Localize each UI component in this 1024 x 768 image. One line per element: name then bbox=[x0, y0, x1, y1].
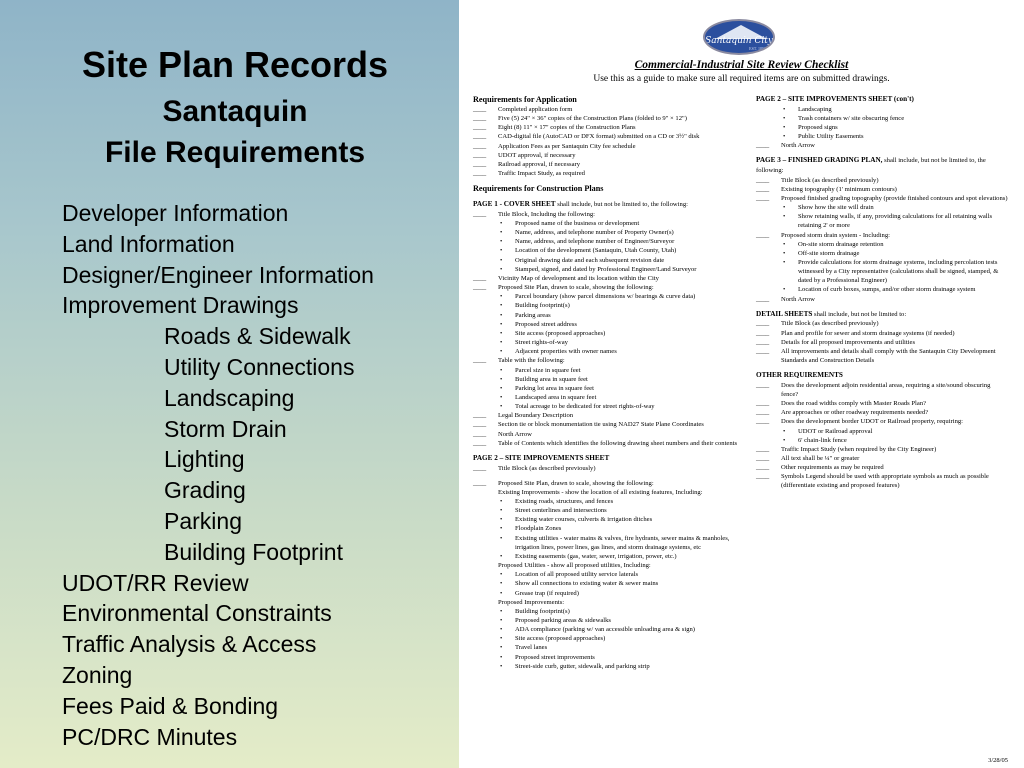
slide-left-panel bbox=[0, 0, 459, 768]
requirements-list-item: Parking bbox=[164, 507, 242, 534]
checkbox-blank: ____ bbox=[756, 464, 770, 472]
checklist-document bbox=[459, 0, 1024, 768]
checklist-column-left bbox=[473, 95, 741, 671]
page-heading-note: shall include, but not be limited to: bbox=[812, 310, 907, 318]
slide-subtitle-city: Santaquin bbox=[162, 95, 308, 128]
checklist-item bbox=[756, 185, 1008, 194]
checklist-item-text: Title Block, Including the following: bbox=[498, 210, 596, 218]
checkbox-blank: ____ bbox=[756, 185, 770, 193]
bullet-item: • ADA compliance (parking w/ van accessible unloading area & sign) bbox=[473, 625, 741, 634]
bullet-item: • Adjacent properties with owner names bbox=[473, 347, 741, 356]
checkbox-blank: ____ bbox=[473, 124, 487, 132]
checkbox-blank: ____ bbox=[756, 320, 770, 328]
bullet-item: • Building area in square feet bbox=[473, 375, 741, 384]
checklist-item-text: Proposed finished grading topography (provide finished contours and spot elevations) bbox=[781, 194, 1008, 202]
section-heading: Requirements for Application bbox=[473, 95, 577, 104]
checkbox-blank: ____ bbox=[756, 418, 770, 426]
checklist-item bbox=[473, 132, 741, 141]
bullet-item: • Landscaped area in square feet bbox=[473, 393, 741, 402]
bullet-item: • Site access (proposed approaches) bbox=[473, 634, 741, 643]
bullet-item: • Existing water courses, culverts & irrigation ditches bbox=[473, 515, 741, 524]
checklist-item bbox=[756, 399, 1008, 408]
page-heading bbox=[756, 371, 1008, 381]
checkbox-blank: ____ bbox=[756, 338, 770, 346]
checkbox-blank: ____ bbox=[756, 347, 770, 355]
subheading: Existing Improvements - show the location of all existing features, Including: bbox=[498, 488, 703, 496]
checkbox-blank: ____ bbox=[473, 430, 487, 438]
checklist-column-right bbox=[756, 95, 1008, 491]
bullet-item: • Provide calculations for storm drainage systems, including percolation tests witnessed by a City representative (calculations shall be signed, stamped, & dated by a Professional Engineer) bbox=[756, 258, 1008, 285]
page-heading bbox=[756, 95, 1008, 105]
checklist-item bbox=[756, 463, 1008, 472]
bullet-item: • Name, address, and telephone number of Engineer/Surveyor bbox=[473, 237, 741, 246]
checklist-item bbox=[756, 295, 1008, 304]
checklist-item bbox=[473, 283, 741, 292]
checklist-item bbox=[756, 408, 1008, 417]
bullet-item: • Building footprint(s) bbox=[473, 301, 741, 310]
checklist-item-text: Title Block (as described previously) bbox=[781, 176, 879, 184]
bullet-item: • Public Utility Easements bbox=[756, 132, 1008, 141]
checkbox-blank: ____ bbox=[756, 409, 770, 417]
checkbox-blank: ____ bbox=[473, 412, 487, 420]
requirements-list-item: Utility Connections bbox=[164, 353, 355, 380]
checkbox-blank: ____ bbox=[756, 329, 770, 337]
checklist-item bbox=[756, 176, 1008, 185]
page-heading bbox=[473, 200, 741, 210]
bullet-item: • Floodplain Zones bbox=[473, 524, 741, 533]
checklist-item bbox=[756, 194, 1008, 203]
checklist-item bbox=[756, 445, 1008, 454]
checklist-item bbox=[756, 231, 1008, 240]
checklist-item-text: Symbols Legend should be used with appropriate symbols as much as possible (differentiate existing and proposed features) bbox=[781, 473, 989, 490]
slide-title: Site Plan Records bbox=[81, 44, 389, 85]
bullet-item: • Street rights-of-way bbox=[473, 338, 741, 347]
checklist-item bbox=[756, 141, 1008, 150]
checklist-item-text: North Arrow bbox=[498, 430, 532, 438]
checklist-item-text: Proposed storm drain system - Including: bbox=[781, 231, 890, 239]
bullet-item: • Location of curb boxes, sumps, and/or other storm drainage system bbox=[756, 285, 1008, 294]
checklist-item bbox=[756, 454, 1008, 463]
checklist-item bbox=[473, 114, 741, 123]
checkbox-blank: ____ bbox=[756, 176, 770, 184]
requirements-list-item: PC/DRC Minutes bbox=[62, 723, 238, 750]
checklist-item-text: Does the road widths comply with Master Roads Plan? bbox=[781, 400, 927, 408]
checkbox-blank: ____ bbox=[473, 151, 487, 159]
checklist-item bbox=[756, 472, 1008, 490]
page-heading-label: DETAIL SHEETS bbox=[756, 309, 813, 318]
requirements-list bbox=[62, 198, 374, 752]
bullet-item: • Existing roads, structures, and fences bbox=[473, 497, 741, 506]
bullet-item: • Building footprint(s) bbox=[473, 607, 741, 616]
bullet-item: • Proposed name of the business or development bbox=[473, 219, 741, 228]
bullet-item: • Street centerlines and intersections bbox=[473, 506, 741, 515]
bullet-item: • Site access (proposed approaches) bbox=[473, 329, 741, 338]
checklist-item bbox=[473, 420, 741, 429]
checklist-item-text: Railroad approval, if necessary bbox=[498, 160, 581, 168]
requirements-list-item: Designer/Engineer Information bbox=[62, 261, 374, 288]
bullet-item: • Show retaining walls, if any, providing calculations for all retaining walls retaining 2' or more bbox=[756, 212, 1008, 230]
bullet-item: • Proposed signs bbox=[756, 123, 1008, 132]
bullet-item: • Parking areas bbox=[473, 311, 741, 320]
bullet-item: • Proposed parking areas & sidewalks bbox=[473, 616, 741, 625]
requirements-list-item: Landscaping bbox=[164, 384, 295, 411]
checkbox-blank: ____ bbox=[473, 274, 487, 282]
checklist-item-text: Five (5) 24" × 36" copies of the Construction Plans (folded to 9" × 12") bbox=[498, 115, 687, 123]
checklist-item bbox=[473, 356, 741, 365]
checklist-item-text: Traffic Impact Study, as required bbox=[498, 170, 585, 178]
bullet-item: • Grease trap (if required) bbox=[473, 589, 741, 598]
bullet-item: • Parking lot area in square feet bbox=[473, 384, 741, 393]
document-title: Commercial-Industrial Site Review Checklist bbox=[634, 59, 849, 71]
requirements-list-item: Storm Drain bbox=[164, 415, 287, 442]
page-heading-note: shall include, but not be limited to, the following: bbox=[756, 157, 986, 174]
subheading: Proposed Improvements: bbox=[498, 598, 565, 606]
checkbox-blank: ____ bbox=[756, 194, 770, 202]
checkbox-blank: ____ bbox=[473, 284, 487, 292]
requirements-list-item: UDOT/RR Review bbox=[62, 569, 249, 596]
checklist-item bbox=[756, 381, 1008, 399]
checklist-item-text: Table of Contents which identifies the following drawing sheet numbers and their contents bbox=[498, 439, 738, 447]
checkbox-blank: ____ bbox=[473, 479, 487, 487]
checklist-item bbox=[473, 142, 741, 151]
checklist-item bbox=[756, 329, 1008, 338]
bullet-item: • UDOT or Railroad approval bbox=[756, 427, 1008, 436]
bullet-item: • Proposed street improvements bbox=[473, 653, 741, 662]
checklist-item bbox=[473, 210, 741, 219]
checklist-item-text: Plan and profile for sewer and storm drainage systems (if needed) bbox=[781, 329, 955, 337]
checklist-item-text: Proposed Site Plan, drawn to scale, showing the following: bbox=[498, 479, 654, 487]
checklist-item-text: Completed application form bbox=[498, 106, 573, 113]
checkbox-blank: ____ bbox=[473, 160, 487, 168]
checkbox-blank: ____ bbox=[756, 381, 770, 389]
checkbox-blank: ____ bbox=[473, 170, 487, 178]
page-heading-label: PAGE 2 – SITE IMPROVEMENTS SHEET (con't) bbox=[756, 95, 914, 103]
checklist-item-text: Vicinity Map of development and its location within the City bbox=[498, 274, 659, 282]
checklist-item bbox=[473, 169, 741, 178]
checkbox-blank: ____ bbox=[473, 357, 487, 365]
checkbox-blank: ____ bbox=[473, 142, 487, 150]
bullet-item: • On-site storm drainage retention bbox=[756, 240, 1008, 249]
bullet-item: • Total acreage to be dedicated for street rights-of-way bbox=[473, 402, 741, 411]
checkbox-blank: ____ bbox=[756, 295, 770, 303]
subheading: Proposed Utilities - show all proposed utilities, Including: bbox=[498, 562, 651, 570]
checkbox-blank: ____ bbox=[756, 454, 770, 462]
requirements-list-item: Building Footprint bbox=[164, 538, 343, 565]
bullet-item: • Off-site storm drainage bbox=[756, 249, 1008, 258]
bullet-item: • Name, address, and telephone number of Property Owner(s) bbox=[473, 228, 741, 237]
checklist-item-text: All improvements and details shall comply with the Santaquin City Development Standards and Construction Details bbox=[781, 347, 996, 364]
checklist-item bbox=[473, 151, 741, 160]
document-subtitle: Use this as a guide to make sure all required items are on submitted drawings. bbox=[593, 74, 890, 84]
logo-est: EST. 1856 bbox=[749, 46, 766, 51]
bullet-item: • Show all connections to existing water & sewer mains bbox=[473, 579, 741, 588]
checklist-item bbox=[756, 347, 1008, 365]
checklist-item-text: Proposed Site Plan, drawn to scale, showing the following: bbox=[498, 284, 654, 292]
checklist-item bbox=[473, 105, 741, 114]
checklist-item-text: All text shall be ¼" or greater bbox=[781, 454, 860, 462]
checkbox-blank: ____ bbox=[756, 142, 770, 150]
checkbox-blank: ____ bbox=[473, 421, 487, 429]
checklist-item-text: Other requirements as may be required bbox=[781, 464, 884, 472]
santaquin-city-logo bbox=[703, 19, 775, 55]
checklist-item bbox=[473, 274, 741, 283]
checkbox-blank: ____ bbox=[473, 106, 487, 113]
checkbox-blank: ____ bbox=[473, 210, 487, 218]
requirements-list-item: Roads & Sidewalk bbox=[164, 323, 351, 350]
document-date: 3/28/05 bbox=[988, 757, 1008, 764]
bullet-item: • Existing utilities - water mains & valves, fire hydrants, sewer mains & manholes, irrigation lines, power lines, gas lines, and storm drainage systems, etc bbox=[473, 534, 741, 552]
checklist-item-text: Legal Boundary Description bbox=[498, 412, 574, 420]
checklist-item bbox=[756, 417, 1008, 426]
bullet-item: • Parcel boundary (show parcel dimensions w/ bearings & curve data) bbox=[473, 292, 741, 301]
requirements-list-item: Grading bbox=[164, 477, 246, 504]
checklist-item-text: Does the development border UDOT or Railroad property, requiring: bbox=[781, 418, 964, 426]
bullet-item: • 6' chain-link fence bbox=[756, 436, 1008, 445]
checklist-item-text: Does the development adjoin residential areas, requiring a site/sound obscuring fence? bbox=[781, 381, 991, 398]
checklist-item bbox=[473, 160, 741, 169]
checklist-item bbox=[473, 430, 741, 439]
checkbox-blank: ____ bbox=[473, 439, 487, 447]
bullet-item: • Proposed street address bbox=[473, 320, 741, 329]
page-heading bbox=[756, 310, 1008, 320]
bullet-item: • Landscaping bbox=[756, 105, 1008, 114]
requirements-list-item: Fees Paid & Bonding bbox=[62, 692, 279, 719]
checklist-item-text: Existing topography (1' minimum contours) bbox=[781, 185, 897, 193]
checkbox-blank: ____ bbox=[473, 133, 487, 141]
checkbox-blank: ____ bbox=[756, 400, 770, 408]
bullet-item: • Location of all proposed utility service laterals bbox=[473, 570, 741, 579]
checklist-item-text: Eight (8) 11" × 17" copies of the Construction Plans bbox=[498, 124, 636, 132]
requirements-list-item: Developer Information bbox=[62, 200, 289, 226]
requirements-list-item: Land Information bbox=[62, 230, 235, 257]
page-heading-label: PAGE 2 – SITE IMPROVEMENTS SHEET bbox=[473, 453, 610, 462]
checklist-item bbox=[756, 319, 1008, 328]
checkbox-blank: ____ bbox=[756, 231, 770, 239]
checklist-item-text: North Arrow bbox=[781, 295, 815, 303]
bullet-item: • Street-side curb, gutter, sidewalk, and parking strip bbox=[473, 662, 741, 671]
checklist-item-text: Table with the following: bbox=[498, 357, 565, 365]
checklist-item bbox=[473, 464, 741, 473]
slide-subtitle-requirements: File Requirements bbox=[104, 136, 366, 169]
page-heading-label: PAGE 3 – FINISHED GRADING PLAN, bbox=[756, 156, 883, 165]
checkbox-blank: ____ bbox=[473, 464, 487, 472]
page-heading-label: OTHER REQUIREMENTS bbox=[756, 371, 843, 380]
checklist-item bbox=[756, 338, 1008, 347]
checklist-item-text: Traffic Impact Study (when required by the City Engineer) bbox=[781, 445, 937, 453]
checkbox-blank: ____ bbox=[756, 473, 770, 481]
bullet-item: • Show how the site will drain bbox=[756, 203, 1008, 212]
page-heading-note: shall include, but not be limited to, the following: bbox=[555, 201, 688, 209]
requirements-list-item: Environmental Constraints bbox=[62, 600, 332, 627]
checklist-item-text: Title Block (as described previously) bbox=[781, 320, 879, 328]
checkbox-blank: ____ bbox=[473, 115, 487, 123]
checklist-item bbox=[473, 479, 741, 488]
checklist-item-text: CAD-digital file (AutoCAD or DFX format) submitted on a CD or 3½" disk bbox=[498, 133, 700, 141]
logo-text: Santaquin City bbox=[705, 36, 773, 46]
checklist-item bbox=[473, 439, 741, 448]
section-heading: Requirements for Construction Plans bbox=[473, 184, 604, 194]
bullet-item: • Travel lanes bbox=[473, 643, 741, 652]
bullet-item: • Location of the development (Santaquin, Utah County, Utah) bbox=[473, 246, 741, 255]
bullet-item: • Parcel size in square feet bbox=[473, 366, 741, 375]
checklist-item-text: Details for all proposed improvements and utilities bbox=[781, 338, 916, 346]
bullet-item: • Original drawing date and each subsequent revision date bbox=[473, 256, 741, 265]
bullet-item: • Trash containers w/ site obscuring fence bbox=[756, 114, 1008, 123]
bullet-item: • Stamped, signed, and dated by Professional Engineer/Land Surveyor bbox=[473, 265, 741, 274]
checklist-item bbox=[473, 123, 741, 132]
checklist-item bbox=[473, 411, 741, 420]
requirements-list-item: Zoning bbox=[62, 661, 133, 688]
checklist-item-text: Section tie or block monumentation tie using NAD27 State Plane Coordinates bbox=[498, 421, 704, 429]
page-heading-label: PAGE 1 - COVER SHEET bbox=[473, 200, 556, 209]
requirements-list-item: Traffic Analysis & Access bbox=[62, 631, 317, 658]
page-heading bbox=[756, 156, 1008, 175]
checklist-item-text: Title Block (as described previously) bbox=[498, 464, 596, 472]
checkbox-blank: ____ bbox=[756, 445, 770, 453]
checklist-item-text: North Arrow bbox=[781, 142, 815, 150]
page-heading bbox=[473, 454, 741, 464]
bullet-item: • Existing easements (gas, water, sewer, irrigation, power, etc.) bbox=[473, 552, 741, 561]
requirements-list-item: Improvement Drawings bbox=[62, 292, 299, 319]
requirements-list-item: Lighting bbox=[164, 446, 245, 473]
checklist-item-text: Application Fees as per Santaquin City fee schedule bbox=[498, 142, 636, 150]
checklist-item-text: UDOT approval, if necessary bbox=[498, 151, 576, 159]
checklist-item-text: Are approaches or other roadway requirements needed? bbox=[781, 409, 929, 417]
